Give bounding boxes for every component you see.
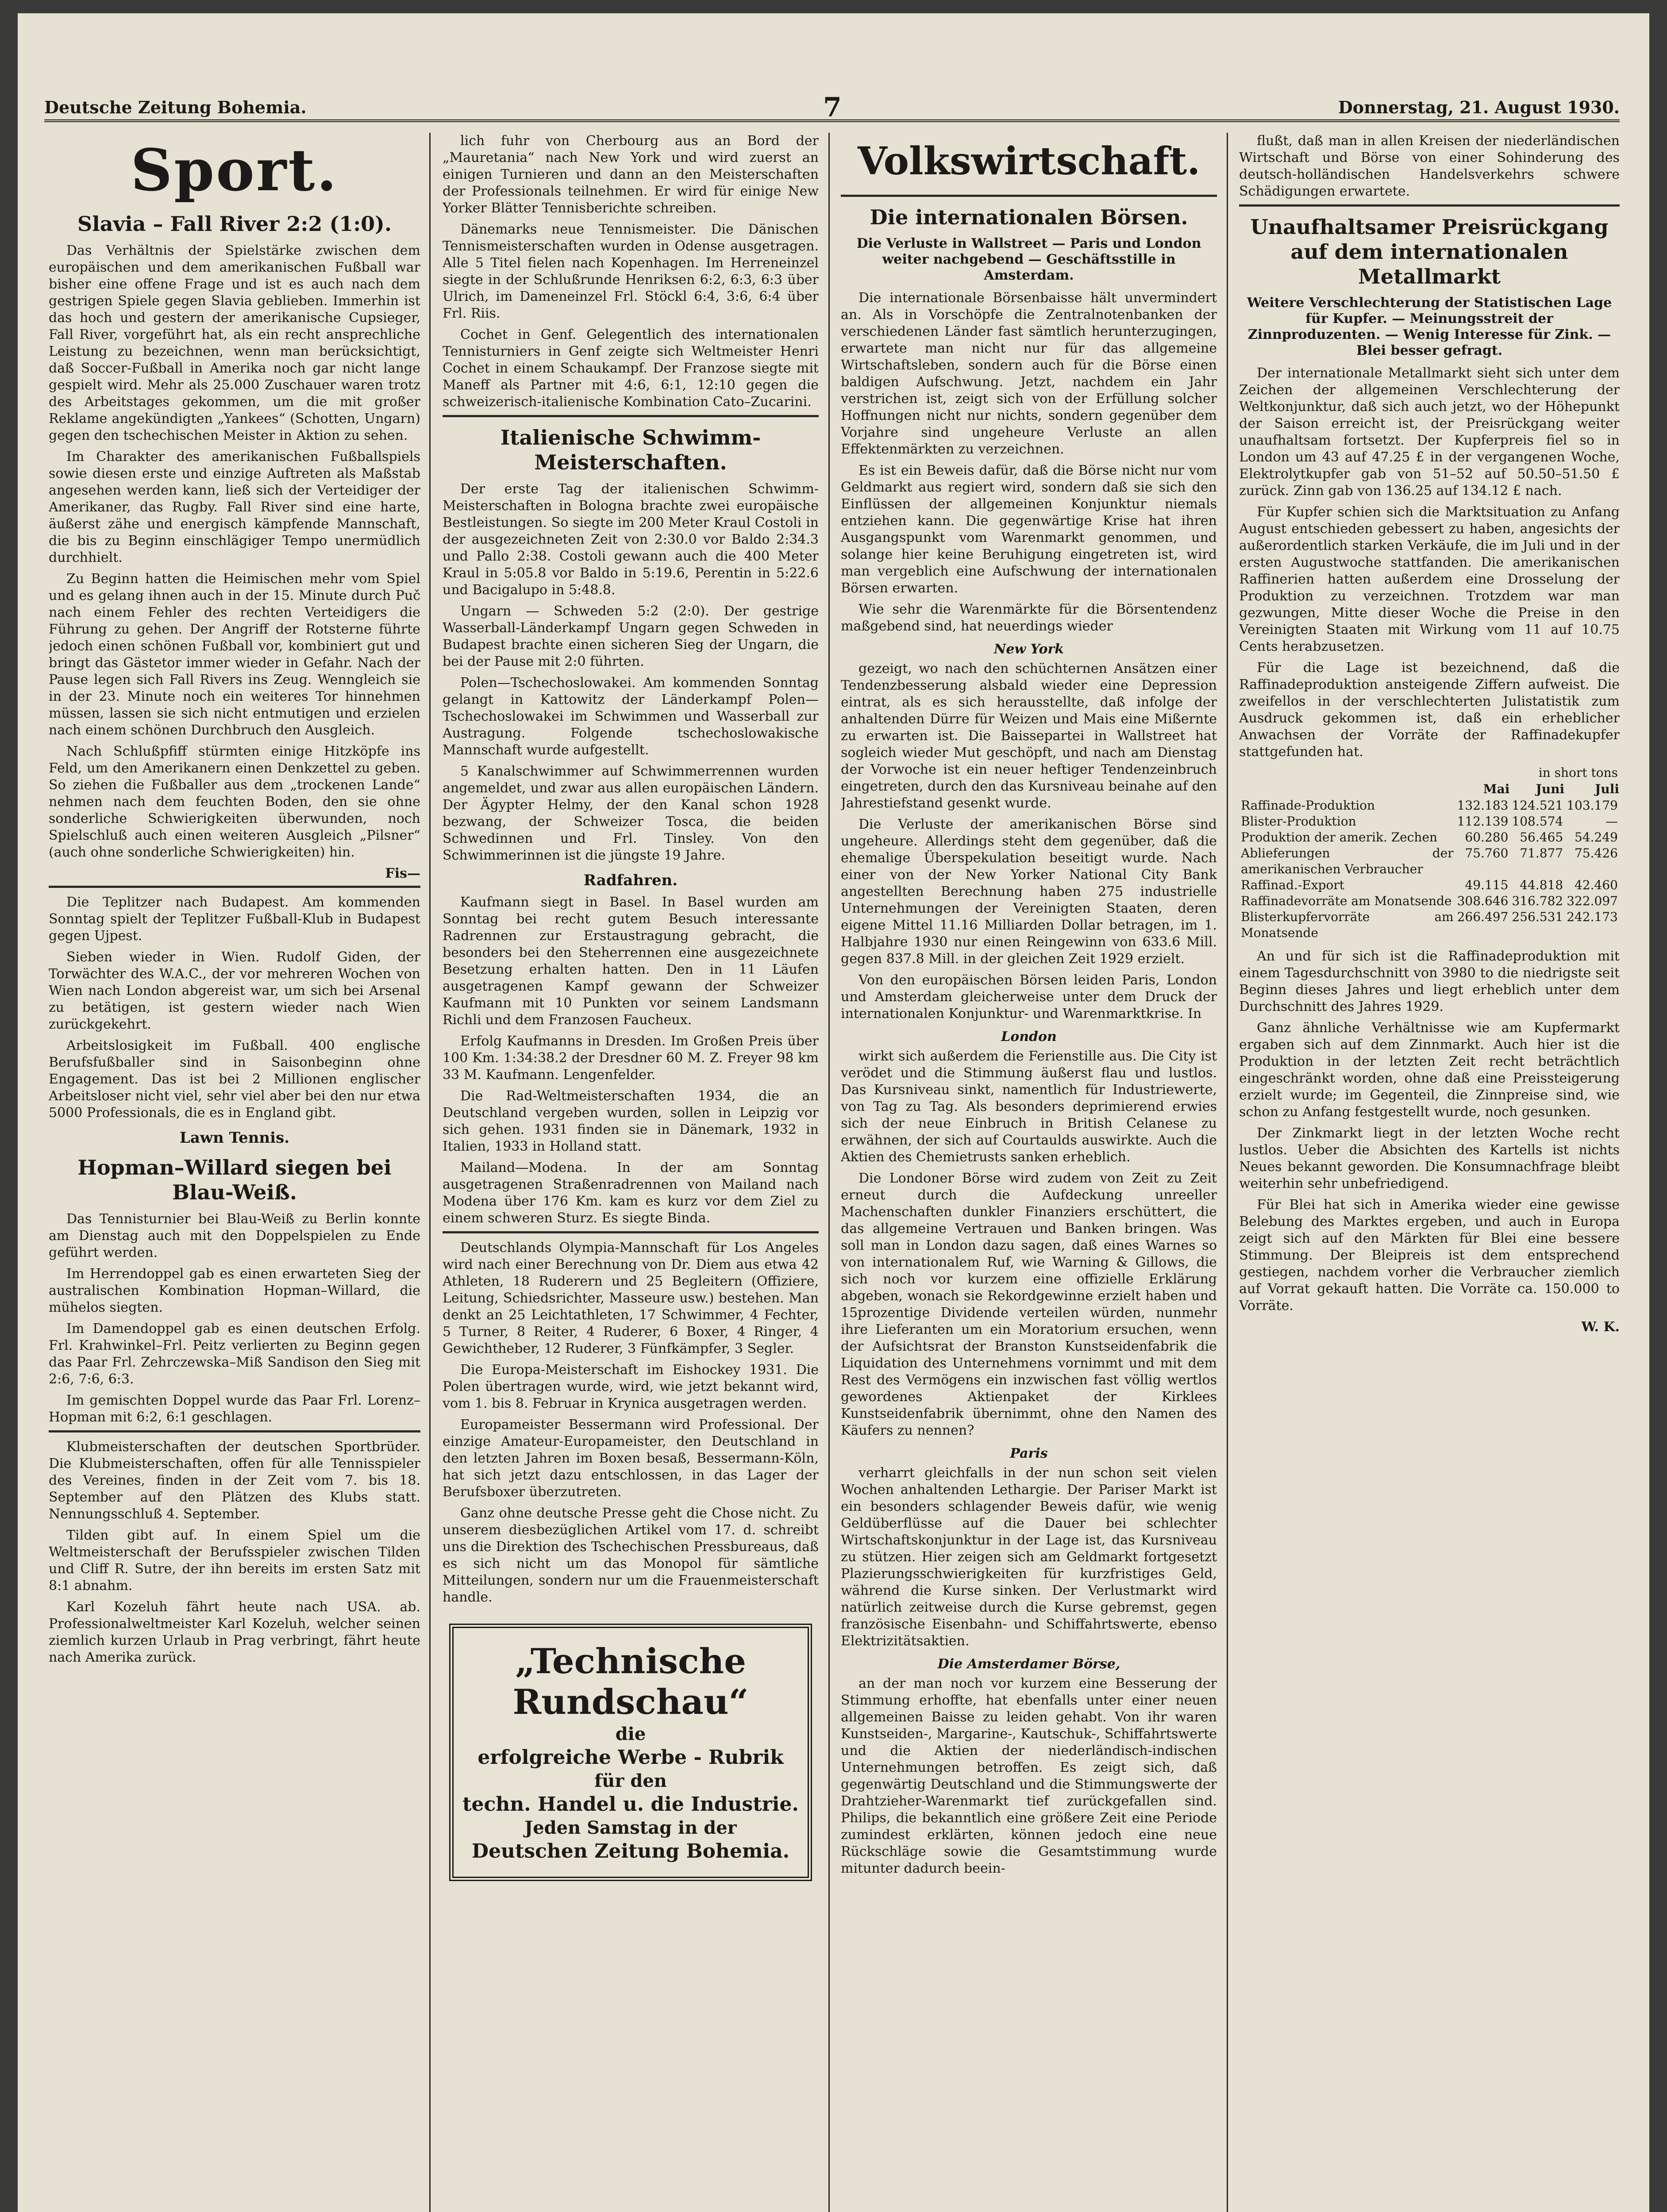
paragraph: Ganz ohne deutsche Presse geht die Chose nicht. Zu unserem diesbezüglichen Artikel vom 17. d. schreibt uns die Direktion des Tschechischen Pressbureaus, daß es sich nicht um das Monopol für sämtliche Mitteilungen, sondern nur um die Frauenmeisterschaft handle. xyxy=(443,1505,819,1605)
amsterdam-heading: Die Amsterdamer Börse, xyxy=(937,1656,1120,1672)
lawn-tennis-section: Lawn Tennis. xyxy=(179,1129,290,1147)
cell: 308.646 xyxy=(1457,894,1509,908)
paragraph: Ganz ähnliche Verhältnisse wie am Kupfermarkt ergaben sich auf dem Zinnmarkt. Auch hier ist die Produktion in der letzten Zeit recht beträchtlich eingeschränkt worden, ohne daß eine Preissteigerung erzielt wurde; im Gegenteil, die Zinnpreise sind, wie schon zu Anfang festgestellt wurde, noch gesunken. xyxy=(1239,1020,1620,1120)
ad-line: Deutschen Zeitung Bohemia. xyxy=(471,1840,790,1863)
divider xyxy=(443,415,819,417)
boersen-subhead: Die Verluste in Wallstreet — Paris und London weiter nachgebend — Geschäftsstille in Amsterdam. xyxy=(856,236,1201,283)
paragraph: Deutschlands Olympia-Mannschaft für Los Angeles wird nach einer Berechnung von Dr. Diem aus etwa 42 Athleten, 18 Ruderern und 25 Begleitern (Offiziere, Leitung, Schiedsrichter, Masseure usw.) bestehen. Man denkt an 25 Leichtathleten, 17 Schwimmer, 4 Fechter, 5 Turner, 8 Reiter, 4 Ruderer, 6 Boxer, 4 Ringer, 4 Gewichtheber, 12 Ruderer, 3 Fünfkämpfer, 3 Segler. xyxy=(443,1240,819,1356)
row-label: Produktion der amerik. Zechen xyxy=(1241,830,1438,845)
advertisement-box xyxy=(449,1624,812,1881)
row-label: Blister-Produktion xyxy=(1241,814,1356,829)
copper-statistics-table xyxy=(1239,765,1620,941)
news-note: Tilden gibt auf. In einem Spiel um die Weltmeisterschaft der Berufsspieler zwischen Tilden und Cliff R. Sutre, der ihn bereits im ersten Satz mit 8:1 abnahm. xyxy=(49,1528,420,1594)
column-rule-1 xyxy=(429,133,431,2212)
paragraph: Im gemischten Doppel wurde das Paar Frl. Lorenz–Hopman mit 6:2, 6:1 geschlagen. xyxy=(49,1393,420,1425)
london-heading: London xyxy=(1001,1029,1057,1045)
ad-title: „Technische Rundschau“ xyxy=(512,1641,749,1722)
column-2 xyxy=(443,133,819,2212)
paragraph: Mailand—Modena. In der am Sonntag ausgetragenen Straßenradrennen von Mailand nach Modena über 176 Km. kam es kurz vor dem Ziel zu einem schweren Sturz. Es siegte Binda. xyxy=(443,1160,819,1226)
divider xyxy=(49,886,420,888)
paragraph: Die internationale Börsenbaisse hält unvermindert an. Als in Vorschöpfe die Zentralnotenbanken der verschiedenen Länder fast sämtlich herunterzugingen, erwartete man nicht nur für das allgemeine Wirtschaftsleben, sondern auch für die Börse einen baldigen Aufschwung. Jetzt, nachdem ein Jahr verstrichen ist, zeigt sich von der Erfüllung solcher Hoffnungen nicht nur nichts, sondern gegenüber dem Vorjahre sind ungeheure Verluste an allen Effektenmärkten zu verzeichnen. xyxy=(841,290,1217,457)
ad-line: techn. Handel u. die Industrie. xyxy=(462,1793,799,1816)
news-note: Karl Kozeluh fährt heute nach USA. ab. Professionalweltmeister Karl Kozeluh, welcher seinen ziemlich kurzen Urlaub in Prag verbringt, fährt heute nach Amerika zurück. xyxy=(49,1599,420,1665)
paragraph: Polen—Tschechoslowakei. Am kommenden Sonntag gelangt in Kattowitz der Länderkampf Polen—Tschechoslowakei im Schwimmen und Wasserball zur Austragung. Folgende tschechoslowakische Mannschaft wurde aufgestellt. xyxy=(443,675,819,758)
cell: 60.280 xyxy=(1465,830,1509,845)
boersen-headline: Die internationalen Börsen. xyxy=(870,205,1188,229)
cell: 44.818 xyxy=(1520,878,1563,892)
newspaper-page xyxy=(18,13,1649,2212)
divider xyxy=(49,1430,420,1432)
cell: 124.521 xyxy=(1512,798,1563,813)
ad-line: erfolgreiche Werbe - Rubrik xyxy=(477,1746,784,1769)
paragraph: Dänemarks neue Tennismeister. Die Dänischen Tennismeisterschaften wurden in Odense ausgetragen. Alle 5 Titel fielen nach Kopenhagen. Im Herreneinzel siegte in der Schlußrunde Henriksen 6:2, 6:3, 6:3 über Ulrich, im Dameneinzel Frl. Stöckl 6:4, 3:6, 6:4 über Frl. Riis. xyxy=(443,222,819,321)
paragraph: Wie sehr die Warenmärkte für die Börsentendenz maßgebend sind, hat neuerdings wieder xyxy=(841,602,1217,634)
ad-line: Jeden Samstag in der xyxy=(524,1817,737,1838)
article-signature: W. K. xyxy=(1581,1319,1620,1335)
divider xyxy=(1239,204,1620,207)
news-note: Die Teplitzer nach Budapest. Am kommenden Sonntag spielt der Teplitzer Fußball-Klub in Budapest gegen Ujpest. xyxy=(49,895,420,944)
table-row xyxy=(1239,877,1620,893)
cell: 71.877 xyxy=(1520,846,1563,860)
ad-line: die xyxy=(615,1724,646,1744)
cell: 75.760 xyxy=(1465,846,1509,860)
swimming-headline: Italienische Schwimm-Meisterschaften. xyxy=(500,426,761,474)
paragraph: Im Damendoppel gab es einen deutschen Erfolg. Frl. Krahwinkel–Frl. Peitz verlierten zu Beginn gegen das Paar Frl. Zehrczewska–Miß Sandison den Sieg mit 2:6, 7:6, 6:3. xyxy=(49,1321,420,1387)
paris-heading: Paris xyxy=(1010,1446,1048,1461)
cell: 103.179 xyxy=(1567,798,1618,813)
paragraph: Im Charakter des amerikanischen Fußballspiels sowie diesen erste und einzige Auftreten als Maßstab angesehen werden kann, ließ sich der Verteidiger der Amerikaner, das Rugby. Fall River sind eine harte, äußerst zähe und energisch kämpfende Mannschaft, die bis zu Beginn einschlägiger Tempo unermüdlich durchhielt. xyxy=(49,449,420,565)
column-4 xyxy=(1239,133,1620,2212)
paragraph: Das Tennisturnier bei Blau-Weiß zu Berlin konnte am Dienstag auch mit den Doppelspielen zu Ende geführt werden. xyxy=(49,1211,420,1260)
cell: 42.460 xyxy=(1575,878,1618,892)
paragraph: Cochet in Genf. Gelegentlich des internationalen Tennisturniers in Genf zeigte sich Weltmeister Henri Cochet in einem Schaukampf. Der Franzose siegte mit Maneff als Partner mit 4:6, 6:1, 12:10 gegen die schweizerisch-italienische Kombination Cato–Zucarini. xyxy=(443,327,819,410)
paragraph: Kaufmann siegt in Basel. In Basel wurden am Sonntag bei recht gutem Besuch interessante Radrennen zur Erstaustragung gebracht, die besonders bei den Steherrennen eine ausgezeichnete Besetzung erhalten hatten. Den in 11 Läufen ausgetragenen Kampf gewann der Schweizer Kaufmann mit 10 Punkten vor seinem Landsmann Richli und dem Franzosen Faucheux. xyxy=(443,895,819,1028)
paragraph: Für Kupfer schien sich die Marktsituation zu Anfang August entschieden gebessert zu haben, angesichts der außerordentlich starken Verkäufe, die im Juli und in der ersten Augustwoche stattfanden. Die amerikanischen Raffinerien hatten außerdem eine Drosselung der Produktion zu verzeichnen. Trotzdem war man gezwungen, Mitte dieser Woche die Preise in den Vereinigten Staaten mit Wirkung vom 11 auf 10.75 Cents herabzusetzen. xyxy=(1239,504,1620,654)
ad-line: für den xyxy=(594,1770,667,1791)
paragraph: Die Londoner Börse wird zudem von Zeit zu Zeit erneut durch die Aufdeckung unreeller Machenschaften dunkler Finanziers erschüttert, die das allgemeine Vertrauen und Banken bringen. Was soll man in London dazu sagen, daß eines Warnes so von internationalem Ruf, wie Warning & Gillows, die sich noch vor kurzem eine offizielle Erklärung abgeben, wonach sie Rekordgewinne erzielt haben und 15prozentige Dividende verteilen würden, nunmehr ihre Lieferanten um ein Moratorium ersuchen, wenn der Aufsichtsrat der Branston Kunstseidenfabrik die Liquidation des Unternehmens vornimmt und mit dem Rest des Vermögens ein inzwischen fast völlig wertlos gewordenes Aktienpaket der Kirklees Kunstseidenfabrik übernimmt, ohne den Namen des Käufers zu nennen? xyxy=(841,1171,1217,1438)
paragraph: flußt, daß man in allen Kreisen der niederländischen Wirtschaft und Börse von einer Sohinderung des deutsch-holländischen Handelsverkehrs schwere Schädigungen erwartete. xyxy=(1239,133,1620,199)
column-1 xyxy=(49,133,420,2212)
cell: 56.465 xyxy=(1520,830,1563,845)
paragraph: An und für sich ist die Raffinadeproduktion mit einem Tagesdurchschnitt von 3980 to die niedrigste seit Beginn dieses Jahres und liegt erheblich unter dem Durchschnitt des Jahres 1929. xyxy=(1239,949,1620,1014)
news-note: Sieben wieder in Wien. Rudolf Giden, der Torwächter des W.A.C., der vor mehreren Wochen von Wien nach London abgereist war, um sich bei Arsenal zu betätigen, ist gestern wieder nach Wien zurückgekehrt. xyxy=(49,949,420,1032)
metal-market-headline: Unaufhaltsamer Preisrückgang auf dem internationalen Metallmarkt xyxy=(1250,215,1609,288)
cell: — xyxy=(1605,814,1618,829)
paragraph: lich fuhr von Cherbourg aus an Bord der „Mauretania“ nach New York und wird zuerst an einigen Turnieren und dann an den Meisterschaften der Professionals teilnehmen. Er wird für einige New Yorker Blätter Tennisberichte schreiben. xyxy=(443,133,819,216)
table-unit: in short tons xyxy=(1538,765,1618,780)
page-header xyxy=(44,80,1620,122)
economy-section-title: Volkswirtschaft. xyxy=(857,139,1201,184)
row-label: Raffinade-Produktion xyxy=(1241,798,1375,813)
tennis-headline: Hopman–Willard siegen bei Blau-Weiß. xyxy=(77,1156,392,1204)
news-note: Arbeitslosigkeit im Fußball. 400 englische Berufsfußballer sind in Saisonbeginn ohne Engagement. Das ist bei 2 Millionen englischer Arbeitsloser nicht viel, sehr viel aber bei den nur etwa 5000 Professionals, die es in England gibt. xyxy=(49,1038,420,1121)
paragraph: Es ist ein Beweis dafür, daß die Börse nicht nur vom Geldmarkt aus regiert wird, sondern daß sie sich den Einflüssen der allgemeinen Konjunktur niemals entziehen kann. Die gegenwärtige Krise hat ihren Ausgangspunkt vom Warenmarkt genommen, und solange hier keine Beruhigung eingetreten ist, wird man vergeblich eine Aufschwung der internationalen Börsen erwarten. xyxy=(841,463,1217,596)
cell: 322.097 xyxy=(1567,894,1618,908)
column-header: Juli xyxy=(1595,782,1619,796)
cell: 49.115 xyxy=(1465,878,1509,892)
paragraph: Nach Schlußpfiff stürmten einige Hitzköpfe ins Feld, um den Amerikanern einen Denkzettel zu geben. So ziehen die Fußballer aus dem „trockenen Lande“ nehmen nach dem feuchten Boden, den sie ohne sonderliche Schwierigkeiten überwunden, noch Spielschluß auch einen weiteren Ausgleich „Pilsner“ (auch ohne sonderliche Schwierigkeiten) hin. xyxy=(49,744,420,860)
paragraph: Der Zinkmarkt liegt in der letzten Woche recht lustlos. Ueber die Absichten des Kartells ist nichts Neues bekannt geworden. Die Konsumnachfrage bleibt weiterhin sehr unbefriedigend. xyxy=(1239,1125,1620,1191)
column-rule-3 xyxy=(1227,133,1228,2212)
paragraph: Das Verhältnis der Spielstärke zwischen dem europäischen und dem amerikanischen Fußball war bisher eine offene Frage und ist es auch nach dem gestrigen Spiele gegen Slavia geblieben. Immerhin ist das hoch und gestern der amerikanische Cupsieger, Fall River, vorgeführt hat, als ein recht ansprechliche Leistung zu bezeichnen, wenn man berücksichtigt, daß Soccer-Fußball in Amerika noch gar nicht lange gespielt wird. Mehr als 25.000 Zuschauer waren trotz des Arbeitstages gekommen, um die mit großer Reklame angekündigten „Yankees“ (Schotten, Ungarn) gegen den tschechischen Meister in Aktion zu sehen. xyxy=(49,243,420,443)
table-row xyxy=(1239,798,1620,814)
paragraph: Der internationale Metallmarkt sieht sich unter dem Zeichen der allgemeinen Verschlechterung der Weltkonjunktur, daß sich auch jetzt, wo der Höhepunkt der Saison erreicht ist, der Preisrückgang weiter unaufhaltsam fortsetzt. Der Kupferpreis fiel so in London um 43 auf 47.25 £ in der vergangenen Woche, Elektrolytkupfer gab von 51–52 auf 50.50–51.50 £ zurück. Zinn gab von 136.25 auf 134.12 £ nach. xyxy=(1239,365,1620,499)
column-rule-2 xyxy=(828,133,830,2212)
cell: 242.173 xyxy=(1567,910,1618,924)
cell: 256.531 xyxy=(1512,910,1563,924)
column-header: Mai xyxy=(1483,782,1510,796)
cell: 316.782 xyxy=(1512,894,1563,908)
table-row xyxy=(1239,893,1620,909)
paragraph: wirkt sich außerdem die Ferienstille aus. Die City ist verödet und die Stimmung äußerst flau und lustlos. Das Kursniveau sinkt, namentlich für Industriewerte, von Tag zu Tag. Als besonders deprimierend erwies sich der neue Einbruch in British Celanese zu erwähnen, der sich auf Courtaulds auswirkte. Auch die Aktien des Chemietrusts sanken erheblich. xyxy=(841,1048,1217,1165)
table-header-row xyxy=(1239,781,1620,798)
news-note: Klubmeisterschaften der deutschen Sportbrüder. Die Klubmeisterschaften, offen für alle Tennisspieler des Vereines, finden in der Zeit vom 7. bis 18. September auf den Plätzen des Klubs statt. Nennungsschluß 4. September. xyxy=(49,1439,420,1522)
divider xyxy=(841,195,1217,197)
cell: 266.497 xyxy=(1457,910,1509,924)
article-signature: Fis— xyxy=(385,866,420,881)
paragraph: Von den europäischen Börsen leiden Paris, London und Amsterdam gleicherweise unter dem Druck der internationalen Konjunktur- und Warenmarktkrise. In xyxy=(841,972,1217,1022)
cell: 108.574 xyxy=(1512,814,1563,829)
paragraph: gezeigt, wo nach den schüchternen Ansätzen einer Tendenzbesserung alsbald wieder eine Depression eintrat, als es sich herausstellte, daß infolge der anhaltenden Dürre für Weizen und Mais eine Mißernte zu erwarten ist. Die Baissepartei in Wallstreet hat sogleich wieder Mut geschöpft, und nach am Dienstag der Vorwoche ist ein neuer heftiger Tendenzeinbruch eingetreten, durch den das Kursniveau beinahe auf den Jahrestiefstand gesenkt wurde. xyxy=(841,661,1217,811)
page-number: 7 xyxy=(823,92,842,123)
sport-section-title: Sport. xyxy=(131,136,339,204)
issue-date: Donnerstag, 21. August 1930. xyxy=(1338,97,1620,117)
table-row xyxy=(1239,814,1620,830)
paragraph: an der man noch vor kurzem eine Besserung der Stimmung erhoffte, hat ebenfalls unter einer neuen allgemeinen Baisse zu leiden gehabt. Von ihr waren Kunstseiden-, Margarine-, Kautschuk-, Schiffahrtswerte und die Aktien der niederländisch-indischen Unternehmungen betroffen. Es zeigt sich, daß gegenwärtig Deutschland und die Stimmungswerte der Drahtzieher-Warenmarkt tief zurückgefallen sind. Philips, die bekanntlich eine größere Zeit eine Periode zumindest erklärten, können jedoch eine neue Rückschläge sowie die Gesamtstimmung wurde mitunter dadurch beein- xyxy=(841,1676,1217,1876)
table-row xyxy=(1239,909,1620,941)
paragraph: Die Europa-Meisterschaft im Eishockey 1931. Die Polen übertragen wurde, wird, wie jetzt bekannt wird, vom 1. bis 8. Februar in Krynica ausgetragen werden. xyxy=(443,1362,819,1411)
row-label: Blisterkupfervorräte am Monatsende xyxy=(1241,910,1454,940)
newspaper-name: Deutsche Zeitung Bohemia. xyxy=(44,97,307,117)
column-header: Juni xyxy=(1536,782,1565,796)
slavia-headline: Slavia – Fall River 2:2 (1:0). xyxy=(77,212,392,236)
new-york-heading: New York xyxy=(993,641,1064,657)
paragraph: Europameister Bessermann wird Professional. Der einzige Amateur-Europameister, den Deutschland in den letzten Jahren im Boxen besaß, Bessermann-Köln, hat sich jetzt dazu entschlossen, in das Lager der Berufsboxer überzutreten. xyxy=(443,1417,819,1500)
paragraph: Zu Beginn hatten die Heimischen mehr vom Spiel und es gelang ihnen auch in der 15. Minute durch Puč nach einem Fehler des rechten Verteidigers die Führung zu gehen. Der Angriff der Rotsterne führte jedoch einen schönen Fußball vor, kombiniert gut und bringt das Gästetor immer wieder in Gefahr. Nach der Pause legen sich Fall Rivers ins Zeug. Wenngleich sie in der 23. Minute noch ein weiteres Tor hinnehmen müssen, lassen sie sich nicht entmutigen und erzielen nach einem schönen Durchbruch den Ausgleich. xyxy=(49,571,420,738)
row-label: Ablieferungen der amerikanischen Verbraucher xyxy=(1241,846,1454,876)
cell: 112.139 xyxy=(1457,814,1509,829)
paragraph: Der erste Tag der italienischen Schwimm-Meisterschaften in Bologna brachte zwei europäische Bestleistungen. So siegte im 200 Meter Kraul Costoli in der ausgezeichneten Zeit von 2:30.0 vor Baldo 2:34.3 und Pallo 2:38. Costoli gewann auch die 400 Meter Kraul in 5:05.8 vor Baldo in 5:19.6, Perentin in 5:22.6 und Bacigalupo in 5:48.8. xyxy=(443,481,819,598)
table-caption-row xyxy=(1239,765,1620,781)
paragraph: verharrt gleichfalls in der nun schon seit vielen Wochen anhaltenden Lethargie. Der Pariser Markt ist ein besonders schlagender Beweis dafür, wie wenig Geldüberflüsse auf die Dauer bei schlechter Wirtschaftskonjunktur in der Lage ist, das Kursniveau zu stützen. Hier zeigen sich am Geldmarkt fortgesetzt Plazierungsschwierigkeiten für kurzfristiges Geld, während die Kurse sinken. Der Verlustmarkt wird natürlich zeitweise durch die Kurse gebremst, gegen französische Eisenbahn- und Schiffahrtswerte, ebenso Elektrizitätsaktien. xyxy=(841,1465,1217,1649)
paragraph: 5 Kanalschwimmer auf Schwimmerrennen wurden angemeldet, und zwar aus allen europäischen Ländern. Der Ägypter Helmy, der den Kanal schon 1928 bezwang, der Schweizer Tosca, die beiden Schwedinnen und Frl. Tinsley. Von den Schwimmerinnen ist die jüngste 19 Jahre. xyxy=(443,764,819,863)
metal-market-subhead: Weitere Verschlechterung der Statistischen Lage für Kupfer. — Meinungsstreit der Zinnproduzenten. — Wenig Interesse für Zink. — Blei besser gefragt. xyxy=(1247,295,1612,358)
paragraph: Ungarn — Schweden 5:2 (2:0). Der gestrige Wasserball-Länderkampf Ungarn gegen Schweden in Budapest brachte einen sicheren Sieg der Ungarn, die bei der Pause mit 2:0 führten. xyxy=(443,603,819,669)
table-row xyxy=(1239,830,1620,845)
table-row xyxy=(1239,845,1620,877)
row-label: Raffinad.-Export xyxy=(1241,878,1344,892)
divider xyxy=(443,1231,819,1233)
column-3 xyxy=(841,133,1217,2212)
paragraph: Die Rad-Weltmeisterschaften 1934, die an Deutschland vergeben wurden, sollen in Leipzig vor sich gehen. 1931 finden sie in Dänemark, 1932 in Italien, 1933 in Holland statt. xyxy=(443,1088,819,1154)
cycling-section: Radfahren. xyxy=(583,872,678,889)
cell: 132.183 xyxy=(1457,798,1509,813)
paragraph: Im Herrendoppel gab es einen erwarteten Sieg der australischen Kombination Hopman–Willard, die mühelos siegten. xyxy=(49,1266,420,1315)
row-label: Raffinadevorräte am Monatsende xyxy=(1241,894,1452,908)
cell: 54.249 xyxy=(1575,830,1618,845)
cell: 75.426 xyxy=(1575,846,1618,860)
paragraph: Für Blei hat sich in Amerika wieder eine gewisse Belebung des Marktes ergeben, und auch in Europa zeigt sich auf den Märkten für Blei eine bessere Stimmung. Der Bleipreis ist dem entsprechend gestiegen, nachdem vorher die Verbraucher ziemlich auf Vorrat gekauft hatten. Die Vorräte ca. 150.000 to Vorräte. xyxy=(1239,1197,1620,1313)
paragraph: Für die Lage ist bezeichnend, daß die Raffinadeproduktion ansteigende Ziffern aufweist. Die zweifellos in der verschlechterten Julistatistik zum Ausdruck gekommen ist, daß ein erheblicher Anwachsen der Vorräte der Raffinadekupfer stattgefunden hat. xyxy=(1239,660,1620,760)
paragraph: Erfolg Kaufmanns in Dresden. Im Großen Preis über 100 Km. 1:34:38.2 der Dresdner 60 M. Z. Freyer 98 km 33 M. Kaufmann. Lengenfelder. xyxy=(443,1033,819,1083)
paragraph: Die Verluste der amerikanischen Börse sind ungeheure. Allerdings steht dem gegenüber, daß die ehemalige Überspekulation beseitigt wurde. Nach einer von der New Yorker National City Bank angestellten Berechnung haben 275 industrielle Unternehmungen der Vereinigten Staaten, deren eigene Mittel 11.16 Milliarden Dollar betragen, im 1. Halbjahre 1930 nur einen Reingewinn von 633.6 Mill. gegen 837.8 Mill. in der gleichen Zeit 1929 erzielt. xyxy=(841,817,1217,967)
